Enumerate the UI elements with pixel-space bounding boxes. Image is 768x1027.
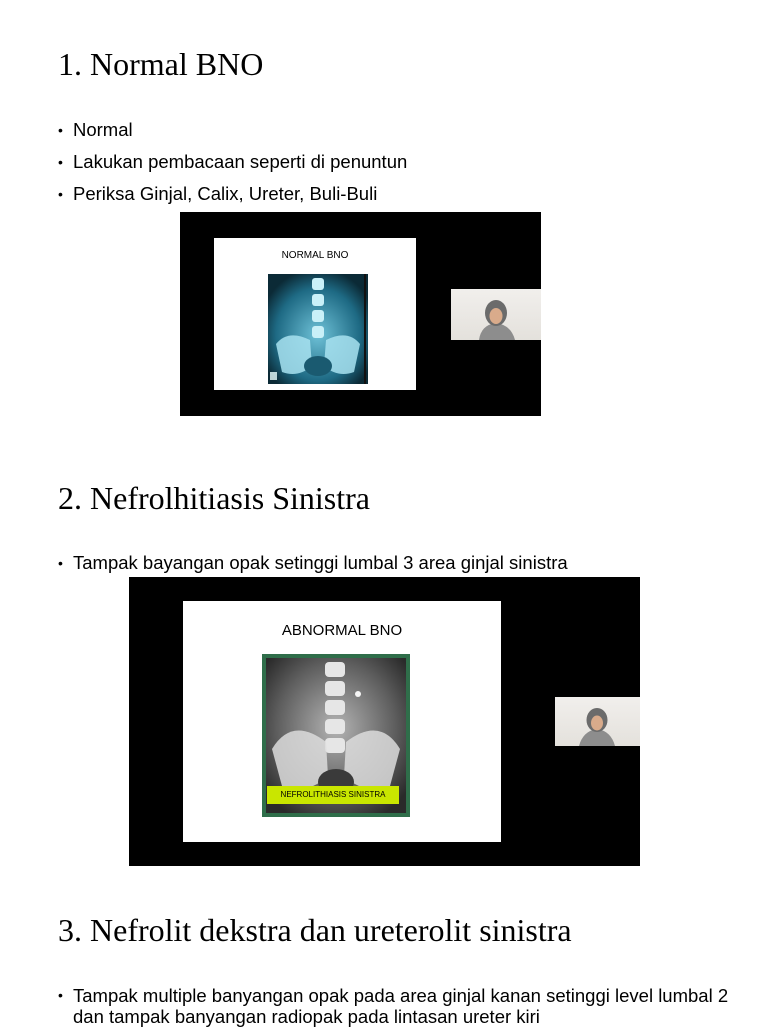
xray-image-normal (268, 274, 368, 384)
xray-image-abnormal (262, 654, 410, 817)
section-3-heading: 3. Nefrolit dekstra dan ureterolit sinistra (58, 912, 572, 948)
section-1-bullets (58, 114, 407, 210)
section-2-bullets (58, 547, 568, 579)
video-screenshot-2 (129, 577, 640, 866)
section-3-bullets (58, 985, 733, 1027)
slide-title: NORMAL BNO (281, 250, 349, 261)
video-screenshot-1 (180, 212, 541, 416)
bullet-item: • Periksa Ginjal, Calix, Ureter, Buli-Buli (58, 178, 407, 210)
slide-normal-bno (214, 238, 416, 390)
bullet-item: • Lakukan pembacaan seperti di penuntun (58, 146, 407, 178)
xray-illustration (268, 274, 368, 384)
section-1-heading: 1. Normal BNO (58, 46, 264, 82)
bullet-item: • Tampak bayangan opak setinggi lumbal 3 area ginjal sinistra (58, 547, 568, 579)
slide-title: ABNORMAL BNO (281, 622, 403, 639)
section-2-heading: 2. Nefrolhitiasis Sinistra (58, 480, 370, 516)
webcam-thumbnail-1 (451, 289, 541, 340)
presenter-icon (555, 697, 640, 746)
diagnosis-label: NEFROLITHIASIS SINISTRA (267, 786, 399, 804)
presenter-icon (451, 289, 541, 340)
bullet-item: • Tampak multiple banyangan opak pada area ginjal kanan setinggi level lumbal 2 dan tampak banyangan radiopak pada lintasan ureter kiri (58, 985, 733, 1027)
slide-abnormal-bno (183, 601, 501, 842)
bullet-item: • Normal (58, 114, 407, 146)
webcam-thumbnail-2 (555, 697, 640, 746)
